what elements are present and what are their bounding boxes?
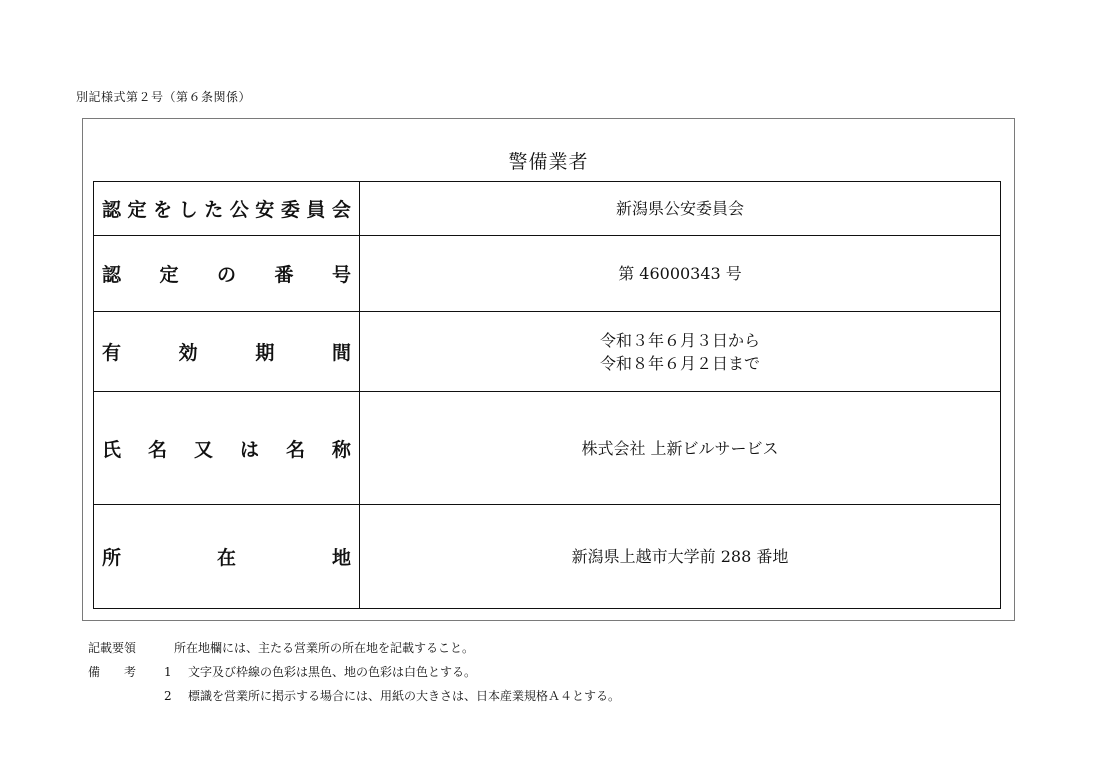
label-char: た bbox=[204, 199, 224, 221]
label-char: は bbox=[239, 438, 259, 461]
table-row bbox=[94, 312, 1001, 392]
validity-start: 令和３年６月３日から bbox=[599, 330, 760, 350]
label-char: 安 bbox=[255, 199, 275, 221]
label-char: 氏 bbox=[102, 438, 122, 461]
label-char: 有 bbox=[102, 342, 122, 364]
label-char: 定 bbox=[159, 264, 179, 286]
label-char: 公 bbox=[229, 199, 249, 221]
table-row bbox=[94, 392, 1001, 505]
value-cell-address: 新潟県上越市大学前 288 番地 bbox=[360, 505, 1001, 609]
value-cell-validity bbox=[360, 312, 1001, 392]
label-cell bbox=[94, 236, 360, 312]
label-char: 間 bbox=[331, 342, 351, 364]
note-kisai-label: 記載要領 bbox=[88, 641, 137, 655]
certificate-table bbox=[93, 181, 1001, 609]
label-char: 在 bbox=[216, 547, 236, 569]
row-label-issuer bbox=[94, 195, 359, 222]
label-char: 所 bbox=[102, 547, 122, 569]
note-kisai-text: 所在地欄には、主たる営業所の所在地を記載すること。 bbox=[174, 641, 475, 655]
label-char: 名 bbox=[147, 438, 167, 461]
label-char: の bbox=[216, 264, 236, 286]
table-row bbox=[94, 182, 1001, 236]
label-char: 会 bbox=[331, 199, 351, 221]
label-char: 効 bbox=[178, 342, 198, 364]
note-biko-2-number: 2 bbox=[164, 689, 172, 703]
certificate-title: 警備業者 bbox=[508, 151, 589, 173]
row-label-number bbox=[94, 260, 359, 287]
label-char: 認 bbox=[102, 264, 122, 286]
label-char: 委 bbox=[280, 199, 300, 221]
label-char: 地 bbox=[331, 547, 351, 569]
label-cell bbox=[94, 182, 360, 236]
label-char: 又 bbox=[193, 438, 213, 461]
label-char: 員 bbox=[306, 199, 326, 221]
label-cell bbox=[94, 505, 360, 609]
table-row bbox=[94, 505, 1001, 609]
label-char: し bbox=[178, 199, 198, 221]
label-char: 番 bbox=[274, 264, 294, 286]
table-row bbox=[94, 236, 1001, 312]
label-char: 称 bbox=[331, 438, 351, 461]
row-label-validity bbox=[94, 338, 359, 365]
note-biko-1-text: 文字及び枠線の色彩は黒色、地の色彩は白色とする。 bbox=[188, 665, 477, 679]
certificate-frame bbox=[82, 118, 1015, 621]
label-char: 定 bbox=[127, 199, 147, 221]
row-label-name bbox=[94, 435, 359, 462]
validity-end: 令和８年６月２日まで bbox=[599, 353, 760, 373]
value-cell-name: 株式会社 上新ビルサービス bbox=[360, 392, 1001, 505]
value-cell-issuer: 新潟県公安委員会 bbox=[360, 182, 1001, 236]
label-char: 期 bbox=[255, 342, 275, 364]
label-char: を bbox=[153, 199, 173, 221]
label-char: 認 bbox=[102, 199, 122, 221]
label-cell bbox=[94, 392, 360, 505]
note-biko-2-text: 標識を営業所に掲示する場合には、用紙の大きさは、日本産業規格Ａ４とする。 bbox=[188, 689, 621, 703]
label-cell bbox=[94, 312, 360, 392]
label-char: 号 bbox=[331, 264, 351, 286]
form-number-label: 別記様式第２号（第６条関係） bbox=[76, 90, 252, 104]
note-biko-1-number: 1 bbox=[164, 665, 172, 679]
row-label-address bbox=[94, 543, 359, 570]
note-biko-label: 備 考 bbox=[88, 665, 137, 679]
value-cell-number: 第 46000343 号 bbox=[360, 236, 1001, 312]
label-char: 名 bbox=[285, 438, 305, 461]
